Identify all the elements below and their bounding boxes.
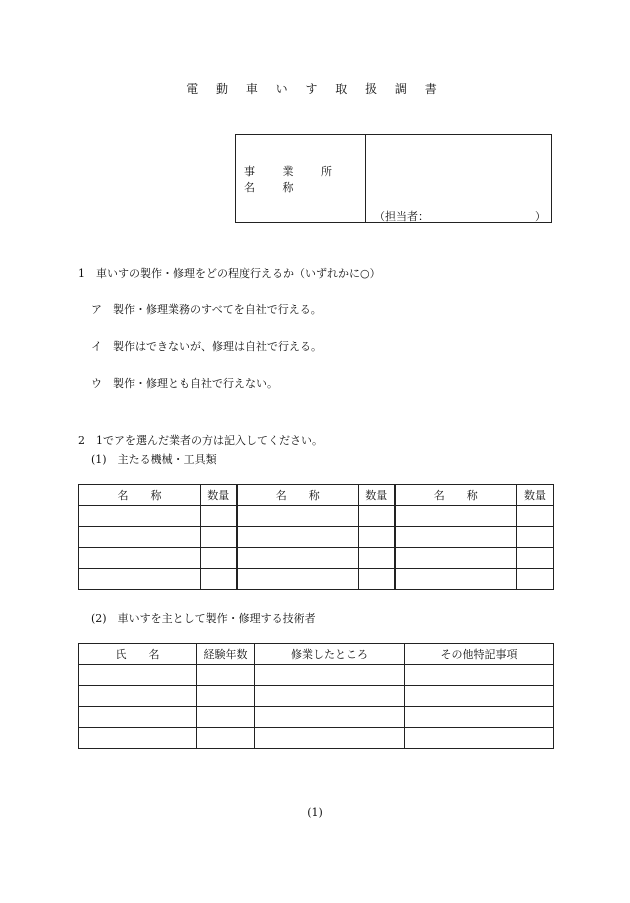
sub1-label: (1) 主たる機械・工具類 [91, 453, 217, 466]
sub2-label: (2) 車いすを主として製作・修理する技術者 [91, 612, 316, 625]
technicians-header-training: 修業したところ [255, 644, 405, 665]
office-name-box [235, 134, 552, 223]
tools-cell[interactable] [79, 506, 201, 527]
technicians-cell[interactable] [405, 665, 554, 686]
table-row [79, 569, 554, 590]
person-in-charge-close: ） [535, 210, 546, 223]
section2-heading: 2 1でアを選んだ業者の方は記入してください。 [78, 434, 323, 447]
technicians-header-row [79, 644, 554, 665]
tools-table [78, 484, 554, 590]
tools-header-name-1: 名 称 [79, 485, 201, 506]
tools-cell[interactable] [237, 506, 359, 527]
person-in-charge-label: （担当者： [374, 210, 429, 223]
tools-cell[interactable] [79, 569, 201, 590]
tools-cell[interactable] [79, 548, 201, 569]
option-a[interactable]: ア 製作・修理業務のすべてを自社で行える。 [91, 303, 322, 316]
tools-header-row [79, 485, 554, 506]
section1-heading: 1 車いすの製作・修理をどの程度行えるか（いずれかに○） [78, 267, 381, 280]
tools-cell[interactable] [517, 506, 554, 527]
tools-cell[interactable] [395, 506, 517, 527]
technicians-cell[interactable] [255, 665, 405, 686]
technicians-cell[interactable] [197, 728, 255, 749]
tools-cell[interactable] [201, 527, 237, 548]
tools-header-name-2: 名 称 [237, 485, 359, 506]
technicians-cell[interactable] [405, 686, 554, 707]
table-row [79, 527, 554, 548]
document-title: 電 動 車 い す 取 扱 調 書 [186, 82, 444, 96]
table-row [79, 728, 554, 749]
tools-cell[interactable] [79, 527, 201, 548]
tools-cell[interactable] [359, 506, 395, 527]
technicians-cell[interactable] [255, 686, 405, 707]
technicians-cell[interactable] [255, 728, 405, 749]
technicians-cell[interactable] [405, 728, 554, 749]
tools-cell[interactable] [237, 569, 359, 590]
tools-header-qty-1: 数量 [201, 485, 237, 506]
tools-cell[interactable] [517, 527, 554, 548]
technicians-cell[interactable] [79, 686, 197, 707]
tools-cell[interactable] [517, 569, 554, 590]
technicians-cell[interactable] [79, 707, 197, 728]
option-i[interactable]: イ 製作はできないが、修理は自社で行える。 [91, 340, 322, 353]
tools-cell[interactable] [395, 569, 517, 590]
technicians-cell[interactable] [197, 665, 255, 686]
technicians-cell[interactable] [405, 707, 554, 728]
technicians-cell[interactable] [79, 665, 197, 686]
tools-cell[interactable] [395, 527, 517, 548]
option-u[interactable]: ウ 製作・修理とも自社で行えない。 [91, 377, 278, 390]
technicians-cell[interactable] [197, 707, 255, 728]
technicians-header-notes: その他特記事項 [405, 644, 554, 665]
table-row [79, 707, 554, 728]
technicians-header-years: 経験年数 [197, 644, 255, 665]
tools-header-qty-3: 数量 [517, 485, 554, 506]
page-number: (1) [307, 806, 323, 819]
technicians-header-name: 氏 名 [79, 644, 197, 665]
table-row [79, 686, 554, 707]
tools-cell[interactable] [517, 548, 554, 569]
tools-cell[interactable] [359, 548, 395, 569]
tools-cell[interactable] [201, 506, 237, 527]
technicians-cell[interactable] [197, 686, 255, 707]
table-row [79, 548, 554, 569]
office-name-label: 事 業 所 名 称 [236, 135, 366, 222]
tools-header-name-3: 名 称 [395, 485, 517, 506]
tools-cell[interactable] [359, 569, 395, 590]
tools-header-qty-2: 数量 [359, 485, 395, 506]
tools-cell[interactable] [395, 548, 517, 569]
technicians-table [78, 643, 554, 749]
table-row [79, 665, 554, 686]
table-row [79, 506, 554, 527]
person-in-charge-field[interactable] [374, 208, 546, 224]
tools-cell[interactable] [237, 527, 359, 548]
technicians-cell[interactable] [255, 707, 405, 728]
tools-cell[interactable] [201, 569, 237, 590]
tools-cell[interactable] [359, 527, 395, 548]
technicians-cell[interactable] [79, 728, 197, 749]
tools-cell[interactable] [237, 548, 359, 569]
tools-cell[interactable] [201, 548, 237, 569]
